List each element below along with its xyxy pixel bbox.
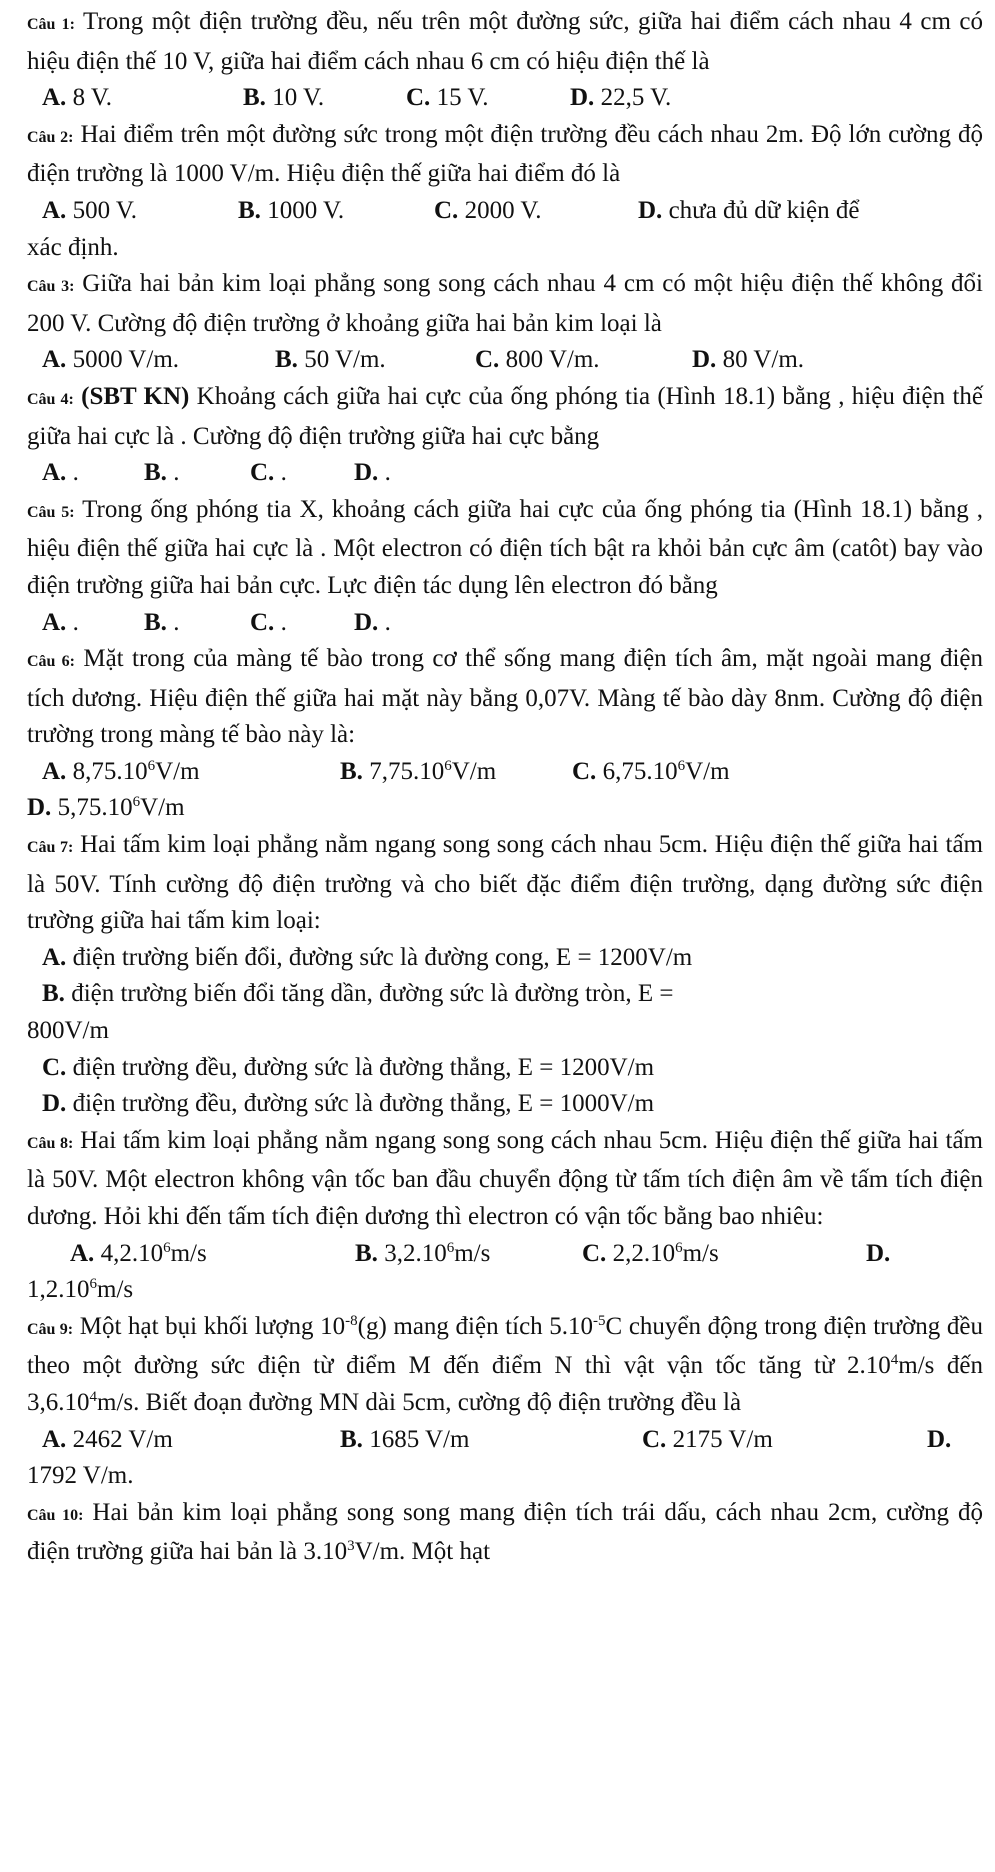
q6-option-c: C. 6,75.10$^6$V/m — [572, 757, 730, 785]
q6-options — [27, 754, 983, 791]
q7-option-b-continued: 800V/m — [27, 1017, 109, 1045]
q1-option-b: B. 10 V. — [243, 84, 325, 112]
question-source: (SBT KN) — [73, 382, 190, 410]
q6-option-a: A. 8,75.10$^6$V/m — [42, 757, 200, 785]
question-label: Câu 1: — [27, 16, 76, 33]
q3-option-b: B. 50 V/m. — [275, 346, 386, 374]
q8-option-d-continued: 1,2.10$^6$m/s — [27, 1276, 134, 1304]
question-8 — [27, 1123, 983, 1236]
question-label: Câu 9: — [27, 1320, 74, 1338]
q7-option-c: C. điện trường đều, đường sức là đường thẳng, E = 1200V/m — [42, 1053, 655, 1081]
question-3 — [27, 266, 983, 342]
q1-option-d: D. 22,5 V. — [570, 84, 672, 112]
question-label: Câu 2: — [27, 128, 74, 146]
question-text: Trong một điện trường đều, nếu trên một đường sức, giữa hai điểm cách nhau 4 cm có hiệu điện thế 10 V, giữa hai điểm cách nhau 6 cm có hiệu điện thế là — [27, 8, 984, 75]
q6-option-b: B. 7,75.10$^6$V/m — [340, 757, 497, 785]
q9-option-c: C. 2175 V/m — [642, 1425, 773, 1453]
q8-options — [27, 1236, 983, 1273]
question-text: Hai tấm kim loại phẳng nằm ngang song song cách nhau 5cm. Hiệu điện thế giữa hai tấm là 50V. Một electron không vận tốc ban đầu chuyển động từ tấm tích điện âm về tấm tích điện dương. Hỏi khi đến tấm tích điện dương thì electron có vận tốc bằng bao nhiêu: — [27, 1126, 983, 1230]
q9-options — [27, 1422, 983, 1459]
q3-option-c: C. 800 V/m. — [475, 346, 600, 374]
q2-option-b: B. 1000 V. — [238, 196, 345, 224]
q4-option-d: D. . — [354, 459, 391, 487]
question-4 — [27, 379, 983, 455]
question-text: Giữa hai bản kim loại phẳng song song cách nhau 4 cm có một hiệu điện thế không đổi 200 V. Cường độ điện trường ở khoảng giữa hai bản kim loại là — [27, 270, 983, 337]
question-label: Câu 10: — [27, 1506, 84, 1524]
q6-option-d: D. 5,75.10$^6$V/m — [27, 794, 185, 822]
q3-option-d: D. 80 V/m. — [692, 346, 805, 374]
q8-option-d: D. — [866, 1239, 891, 1267]
q1-option-a: A. 8 V. — [42, 84, 112, 112]
q2-option-c: C. 2000 V. — [434, 196, 542, 224]
q7-option-d: D. điện trường đều, đường sức là đường thẳng, E = 1000V/m — [42, 1090, 655, 1118]
q7-option-a: A. điện trường biến đổi, đường sức là đường cong, E = 1200V/m — [42, 943, 693, 971]
question-label: Câu 4: — [27, 390, 74, 408]
q5-option-d: D. . — [354, 608, 391, 636]
q8-option-b: B. 3,2.10$^6$m/s — [355, 1239, 491, 1267]
question-10: Câu 10: Hai bản kim loại phẳng song song mang điện tích trái dấu, cách nhau 2cm, cường độ điện trường giữa hai bản là 3.10$^3$V/m. Một hạt — [27, 1498, 983, 1566]
q4-option-c: C. . — [250, 459, 287, 487]
question-7 — [27, 827, 983, 940]
question-label: Câu 3: — [27, 278, 75, 296]
question-label: Câu 7: — [27, 839, 74, 857]
q1-option-c: C. 15 V. — [406, 84, 489, 112]
question-label: Câu 5: — [27, 503, 75, 521]
q2-option-d: D. chưa đủ dữ kiện để — [638, 196, 860, 224]
q2-option-a: A. 500 V. — [42, 196, 137, 224]
question-text: Hai điểm trên một đường sức trong một điện trường đều cách nhau 2m. Độ lớn cường độ điện trường là 1000 V/m. Hiệu điện thế giữa hai điểm đó là — [27, 120, 984, 188]
q4-option-b: B. . — [144, 459, 180, 487]
question-label: Câu 8: — [27, 1134, 74, 1152]
q9-option-a: A. 2462 V/m — [42, 1425, 173, 1453]
question-9: Câu 9: Một hạt bụi khối lượng $10^{-8}(g)$ mang điện tích $5.10^{-5}C$ chuyển động trong điện trường đều theo một đường sức điện từ điểm M đến điểm N thì vật vận tốc tăng từ 2.10$^4$m/s đến 3,6.10$^4$m/s. Biết đoạn đường MN dài 5cm, cường độ điện trường đều là — [27, 1312, 983, 1416]
question-text: Trong ống phóng tia X, khoảng cách giữa hai cực của ống phóng tia (Hình 18.1) bằng , hiệu điện thế giữa hai cực là . Một electron có điện tích bật ra khỏi bản cực âm (catôt) bay vào điện trường giữa hai bản cực. Lực điện tác dụng lên electron đó bằng — [27, 495, 984, 599]
question-1 — [27, 4, 983, 80]
q9-option-d: D. — [927, 1425, 952, 1453]
q8-option-c: C. 2,2.10$^6$m/s — [582, 1239, 719, 1267]
question-text: Mặt trong của màng tế bào trong cơ thể sống mang điện tích âm, mặt ngoài mang điện tích dương. Hiệu điện thế giữa hai mặt này bằng 0,07V. Màng tế bào dày 8nm. Cường độ điện trường trong màng tế bào này là: — [27, 645, 983, 749]
q9-option-b: B. 1685 V/m — [340, 1425, 470, 1453]
q3-option-a: A. 5000 V/m. — [42, 346, 180, 374]
q5-option-c: C. . — [250, 608, 287, 636]
q2-option-d-continued: xác định. — [27, 233, 119, 261]
q7-option-b: B. điện trường biến đổi tăng dần, đường sức là đường tròn, E = — [42, 980, 674, 1008]
q1-options — [27, 80, 983, 117]
question-label: Câu 6: — [27, 653, 75, 671]
q2-options — [27, 193, 983, 230]
q4-option-a: A. . — [42, 459, 79, 487]
question-2 — [27, 117, 983, 193]
question-6 — [27, 641, 983, 754]
q9-option-d-continued: 1792 V/m. — [27, 1462, 134, 1490]
q3-options — [27, 342, 983, 379]
q4-options — [27, 455, 983, 492]
q5-option-b: B. . — [144, 608, 180, 636]
q5-options — [27, 605, 983, 642]
q8-option-a: A. 4,2.10$^6$m/s — [70, 1239, 207, 1267]
question-text: Hai tấm kim loại phẳng nằm ngang song song cách nhau 5cm. Hiệu điện thế giữa hai tấm là 50V. Tính cường độ điện trường và cho biết đặc điểm điện trường, dạng đường sức điện trường giữa hai tấm kim loại: — [27, 831, 983, 935]
question-5 — [27, 492, 983, 605]
question-text: Khoảng cách giữa hai cực của ống phóng tia (Hình 18.1) bằng , hiệu điện thế giữa hai cực là . Cường độ điện trường giữa hai cực bằng — [27, 382, 983, 450]
q5-option-a: A. . — [42, 608, 79, 636]
